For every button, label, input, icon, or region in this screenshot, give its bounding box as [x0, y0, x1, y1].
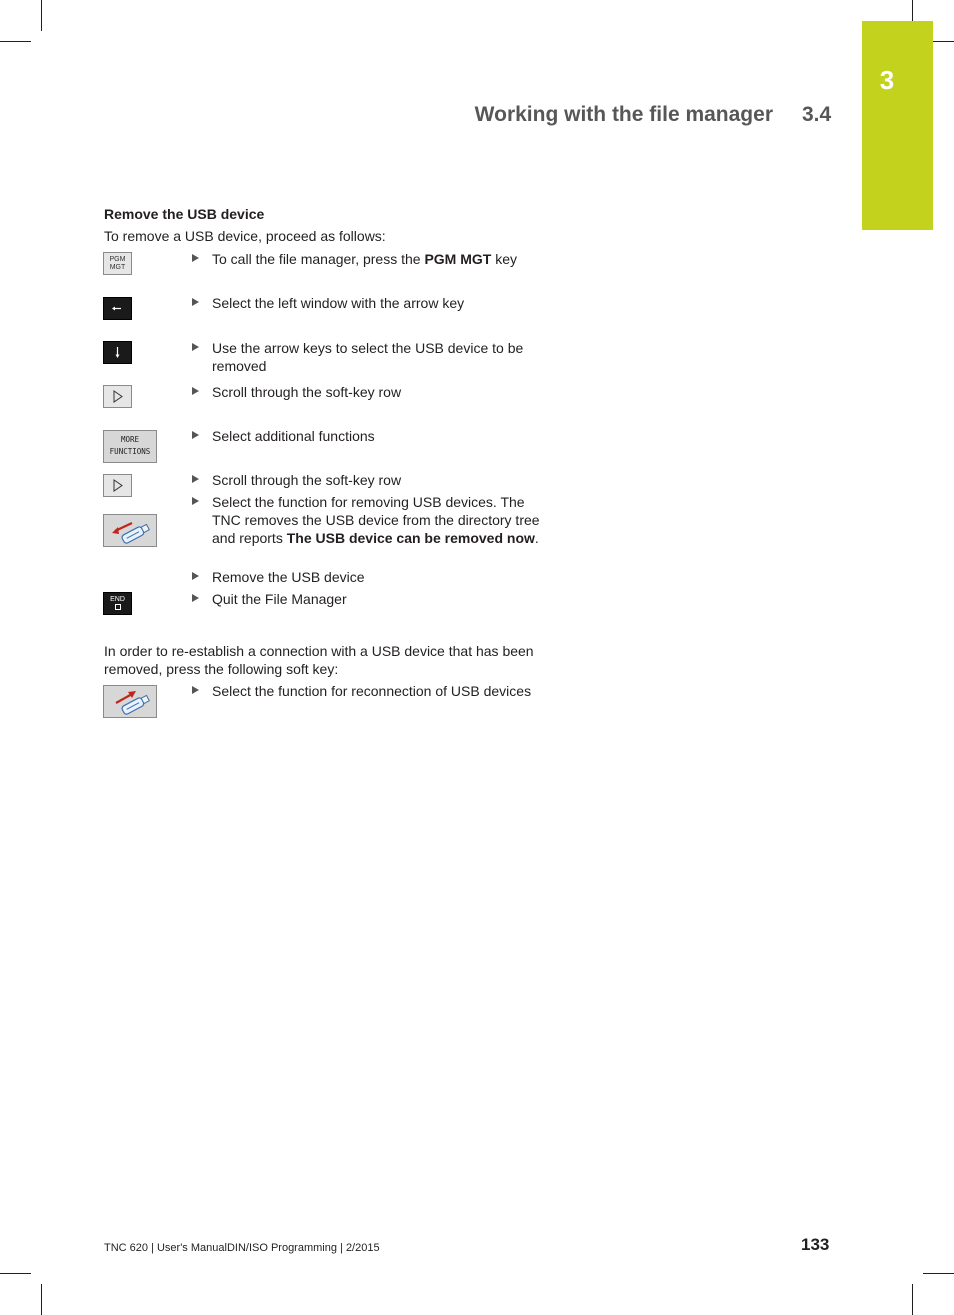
- usb-reconnect-softkey-icon: [103, 685, 157, 718]
- section-heading: Remove the USB device: [104, 206, 265, 222]
- step-text: Select the left window with the arrow key: [212, 295, 465, 311]
- intro-text: To remove a USB device, proceed as follows:: [104, 228, 386, 244]
- crop-mark: [923, 1273, 954, 1274]
- step-text: Quit the File Manager: [212, 591, 347, 607]
- step-key-name: PGM MGT: [424, 251, 492, 267]
- next-softkey-row-icon: [103, 474, 132, 497]
- bullet-arrow-icon: [192, 254, 199, 262]
- step-text: Scroll through the soft-key row: [212, 472, 402, 488]
- step-text: Remove the USB device: [212, 569, 365, 585]
- arrow-left-key-icon: [103, 297, 132, 320]
- key-label: PGM: [109, 256, 126, 263]
- step-item: [192, 339, 548, 375]
- crop-mark: [41, 1284, 42, 1315]
- step-item: [192, 250, 548, 268]
- chapter-tab: [862, 21, 933, 230]
- step-text: Use the arrow keys to select the USB device to be removed: [212, 340, 524, 374]
- bullet-arrow-icon: [192, 343, 199, 351]
- step-item: [192, 427, 548, 445]
- step-text: Select the function for removing USB devices. The TNC removes the USB device from the directory tree and reports: [212, 494, 540, 546]
- step-item: [192, 590, 548, 608]
- section-number: 3.4: [802, 103, 832, 126]
- step-item: [192, 383, 548, 401]
- bullet-arrow-icon: [192, 387, 199, 395]
- step-text: Scroll through the soft-key row: [212, 384, 402, 400]
- end-key-icon: [103, 592, 132, 615]
- softkey-label: MORE: [120, 435, 140, 444]
- chapter-number: 3: [879, 65, 895, 95]
- step-item: [192, 493, 548, 547]
- bullet-arrow-icon: [192, 475, 199, 483]
- reconnect-paragraph: In order to re-establish a connection with a USB device that has been removed, press the following soft key:: [104, 643, 534, 677]
- arrow-down-key-icon: [103, 341, 132, 364]
- step-item: [192, 682, 548, 700]
- step-text: key: [491, 251, 518, 267]
- more-functions-softkey-icon: [103, 430, 157, 463]
- step-item: [192, 471, 548, 489]
- step-item: [192, 568, 548, 586]
- softkey-label: FUNCTIONS: [109, 447, 151, 456]
- next-softkey-row-icon: [103, 385, 132, 408]
- step-text: .: [534, 530, 539, 546]
- page-title: Working with the file manager: [474, 103, 773, 126]
- crop-mark: [912, 1284, 913, 1315]
- bullet-arrow-icon: [192, 497, 199, 505]
- crop-mark: [0, 41, 31, 42]
- crop-mark: [0, 1273, 31, 1274]
- crop-mark: [41, 0, 42, 31]
- key-label: END: [110, 596, 125, 603]
- page-number: 133: [801, 1235, 830, 1254]
- pgm-mgt-key-icon: [103, 252, 132, 275]
- step-text: To call the file manager, press the: [212, 251, 425, 267]
- bullet-arrow-icon: [192, 298, 199, 306]
- square-icon: [115, 604, 121, 610]
- bullet-arrow-icon: [192, 431, 199, 439]
- key-label: MGT: [109, 264, 126, 271]
- usb-remove-softkey-icon: [103, 514, 157, 547]
- step-message: The USB device can be removed now: [286, 530, 535, 546]
- step-item: [192, 294, 548, 312]
- bullet-arrow-icon: [192, 686, 199, 694]
- bullet-arrow-icon: [192, 572, 199, 580]
- step-text: Select the function for reconnection of USB devices: [212, 683, 532, 699]
- step-text: Select additional functions: [212, 428, 375, 444]
- bullet-arrow-icon: [192, 594, 199, 602]
- footer-text: TNC 620 | User's ManualDIN/ISO Programming | 2/2015: [104, 1242, 380, 1254]
